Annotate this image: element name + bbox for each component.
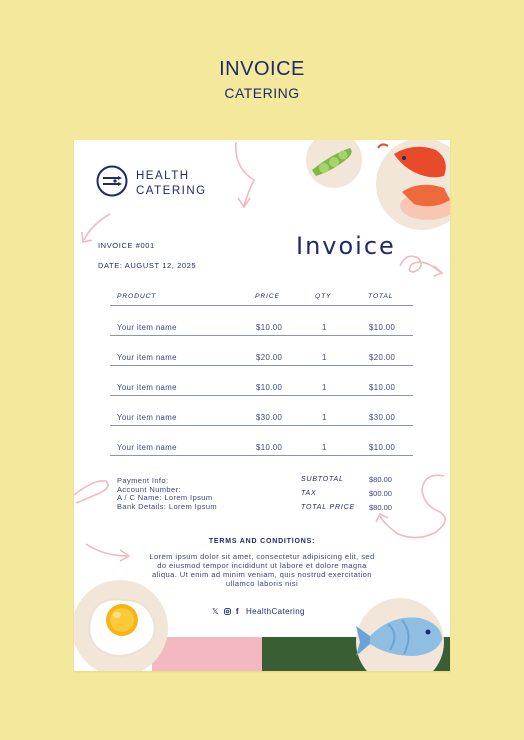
row-price: $10.00 xyxy=(256,443,283,452)
invoice-date: DATE: AUGUST 12, 2025 xyxy=(98,261,197,270)
tax-value: $00.00 xyxy=(369,489,392,498)
row-product: Your item name xyxy=(117,383,177,392)
row-product: Your item name xyxy=(117,323,177,332)
pink-arrow-decoration xyxy=(84,542,132,562)
row-qty: 1 xyxy=(322,413,327,422)
row-total: $10.00 xyxy=(369,443,396,452)
row-qty: 1 xyxy=(322,323,327,332)
facebook-icon: f xyxy=(235,607,239,616)
column-header-total: TOTAL xyxy=(368,293,394,300)
row-product: Your item name xyxy=(117,353,177,362)
fish-plate-illustration xyxy=(354,596,450,671)
row-price: $10.00 xyxy=(256,323,283,332)
row-divider xyxy=(110,425,413,426)
row-price: $30.00 xyxy=(256,413,283,422)
invoice-document xyxy=(74,140,450,671)
row-divider xyxy=(110,455,413,456)
total-price-label: TOTAL PRICE xyxy=(301,504,355,511)
row-qty: 1 xyxy=(322,443,327,452)
total-price-value: $80.00 xyxy=(369,503,392,512)
column-header-price: PRICE xyxy=(255,293,280,300)
brand-name: HEALTH CATERING xyxy=(136,170,207,197)
table-header-divider xyxy=(110,305,413,306)
social-footer xyxy=(212,607,305,616)
row-product: Your item name xyxy=(117,413,177,422)
subtotal-label: SUBTOTAL xyxy=(301,476,344,483)
shrimp-plate-illustration xyxy=(374,140,450,232)
peas-plate-illustration xyxy=(304,140,364,192)
x-icon: 𝕏 xyxy=(212,607,219,616)
header-title: INVOICE xyxy=(219,58,305,80)
row-price: $20.00 xyxy=(256,353,283,362)
column-header-product: PRODUCT xyxy=(117,293,157,300)
row-divider xyxy=(110,365,413,366)
pink-arrow-decoration xyxy=(230,140,266,210)
row-total: $20.00 xyxy=(369,353,396,362)
row-qty: 1 xyxy=(322,353,327,362)
row-product: Your item name xyxy=(117,443,177,452)
subtotal-value: $80.00 xyxy=(369,475,392,484)
row-qty: 1 xyxy=(322,383,327,392)
row-price: $10.00 xyxy=(256,383,283,392)
row-total: $10.00 xyxy=(369,383,396,392)
row-total: $30.00 xyxy=(369,413,396,422)
tax-label: TAX xyxy=(301,490,317,497)
pink-loop-arrow-decoration xyxy=(74,475,114,507)
invoice-title: Invoice xyxy=(296,232,396,260)
row-divider xyxy=(110,395,413,396)
header-subtitle: CATERING xyxy=(224,85,300,101)
column-header-qty: QTY xyxy=(315,293,332,300)
row-divider xyxy=(110,335,413,336)
social-handle: HealthCatering xyxy=(245,607,305,616)
terms-body: Lorem ipsum dolor sit amet, consectetur adipisicing elit, sed do eiusmod tempor incididunt ut labore et dolore magna aliqua. Ut enim ad minim veniam, quis nostrud exercitation ullamco laboris nisi xyxy=(149,552,375,588)
row-total: $10.00 xyxy=(369,323,396,332)
invoice-number: INVOICE #001 xyxy=(98,241,155,250)
fried-egg-plate-illustration xyxy=(74,578,170,671)
instagram-icon xyxy=(224,608,231,615)
terms-heading: TERMS AND CONDITIONS: xyxy=(208,538,316,545)
pink-loop-arrow-decoration xyxy=(396,248,446,280)
cutlery-logo-icon xyxy=(96,165,128,197)
payment-info: Payment Info: Account Number: A / C Name: Lorem Ipsum Bank Details: Lorem Ipsum xyxy=(117,476,218,511)
